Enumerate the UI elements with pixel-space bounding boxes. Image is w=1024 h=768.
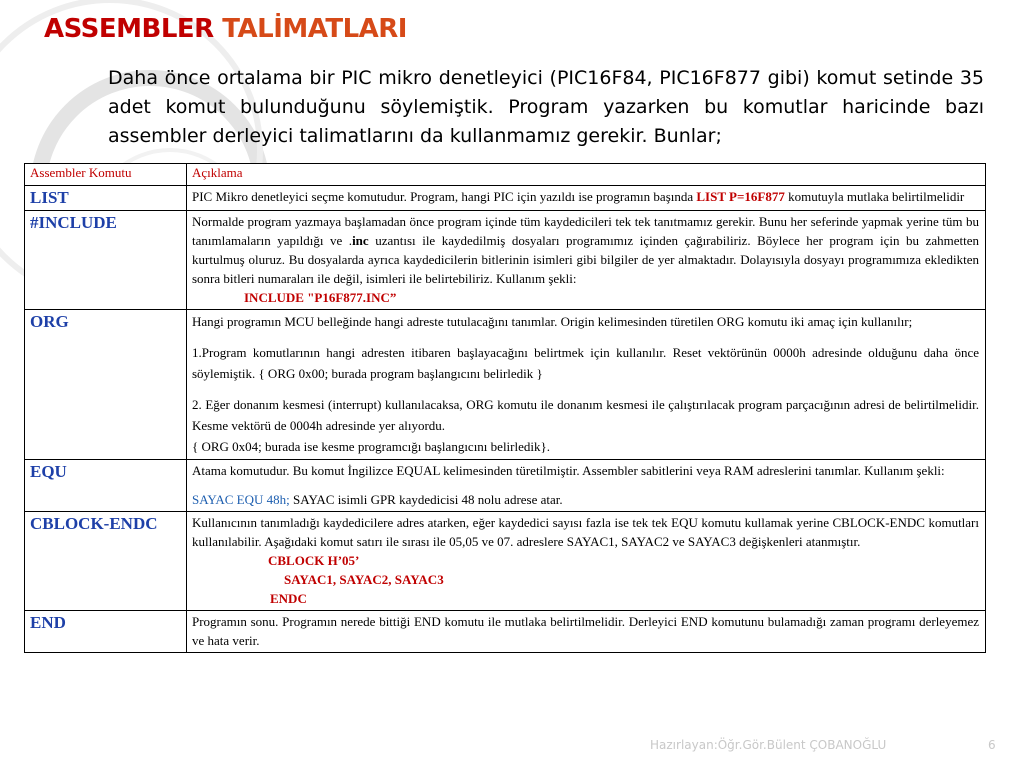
code-snippet: ENDC (270, 591, 307, 606)
table-row-cblock (25, 512, 986, 611)
command-name: LIST (25, 186, 187, 211)
code-snippet: SAYAC1, SAYAC2, SAYAC3 (284, 572, 444, 587)
description-paragraph: Hangi programın MCU belleğinde hangi adreste tutulacağını tanımlar. Origin kelimesinden türetilen ORG komutu iki amaç için kullanılır; (192, 314, 913, 329)
command-name: END (25, 611, 187, 653)
command-description (187, 460, 986, 512)
intro-paragraph: Daha önce ortalama bir PIC mikro denetleyici (PIC16F84, PIC16F877 gibi) komut setinde 35 adet komut bulunduğunu söylemiştik. Program yazarken bu komutlar haricinde bazı assembler derleyici talimatlarını da kullanmamız gerekir. Bunlar; (108, 67, 984, 147)
title-part-1: ASSEMBLER (44, 14, 214, 44)
assembler-command-table (24, 163, 986, 653)
command-name: EQU (25, 460, 187, 512)
command-description (187, 211, 986, 310)
table-header-row (25, 164, 986, 186)
header-description: Açıklama (187, 164, 986, 186)
command-description (187, 310, 986, 460)
description-text: Normalde program yazmaya başlamadan önce program içinde tüm kaydedicileri tek tek tanıtmamız gerekir. Bunu her seferinde yapmak yerine tüm bu tanımlamaların yapıldığı ve . (192, 214, 979, 248)
table-row-equ (25, 460, 986, 512)
description-text: SAYAC isimli GPR kaydedicisi 48 nolu adrese atar. (289, 492, 563, 507)
command-name: ORG (25, 310, 187, 460)
description-paragraph: Kullanıcının tanımladığı kaydedicilere adres atarken, eğer kaydedici sayısı fazla ise tek tek EQU komutu kullamak yerine CBLOCK-ENDC komutları kullanılabilir. Aşağıdaki komut satırı ile sırası ile 05,05 ve 07. adreslere SAYAC1, SAYAC2 ve SAYAC3 değişkenleri atanmıştır. (192, 515, 979, 549)
table-row-list (25, 186, 986, 211)
command-description (187, 186, 986, 211)
table-row-end (25, 611, 986, 653)
code-snippet: INCLUDE "P16F877.INC” (244, 290, 397, 305)
description-paragraph: Atama komutudur. Bu komut İngilizce EQUAL kelimesinden türetilmiştir. Assembler sabitlerini veya RAM adreslerini tanımlar. Kullanım şekli: (192, 463, 945, 478)
command-description: Programın sonu. Programın nerede bittiği END komutu ile mutlaka belirtilmelidir. Derleyici END komutunu bulamadığı zaman programı derleyemez ve hata verir. (187, 611, 986, 653)
title-part-2: TALİMATLARI (222, 14, 407, 44)
command-description (187, 512, 986, 611)
command-name: #INCLUDE (25, 211, 187, 310)
page-number: 6 (988, 738, 996, 752)
description-paragraph: { ORG 0x04; burada ise kesme programcığı başlangıcını belirledik}. (192, 439, 550, 454)
description-text: PIC Mikro denetleyici seçme komutudur. Program, hangi PIC için yazıldı ise programın başında (192, 189, 697, 204)
code-snippet: CBLOCK H’05’ (268, 553, 360, 568)
description-paragraph: 2. Eğer donanım kesmesi (interrupt) kullanılacaksa, ORG komutu ile donanım kesmesi ile çalıştırılacak program parçacığının adresi de belirtilmelidir. Kesme vektörü de 0004h adresinde yer alıyordu. (192, 397, 979, 433)
code-snippet: SAYAC EQU 48h; (192, 492, 290, 507)
file-extension: inc (352, 233, 369, 248)
code-snippet: LIST P=16F877 (696, 189, 785, 204)
command-name: CBLOCK-ENDC (25, 512, 187, 611)
description-paragraph: 1.Program komutlarının hangi adresten itibaren başlayacağını belirtmek için kullanılır. Reset vektörünün 0000h adresinde olduğunu daha önce söylemiştik. { ORG 0x00; burada program başlangıcını belirledik } (192, 345, 979, 381)
description-text: komutuyla mutlaka belirtilmelidir (784, 189, 965, 204)
table-row-org (25, 310, 986, 460)
page-title (44, 14, 407, 44)
footer-author: Hazırlayan:Öğr.Gör.Bülent ÇOBANOĞLU (650, 738, 887, 752)
header-command: Assembler Komutu (25, 164, 187, 186)
description-text: uzantısı ile kaydedilmiş dosyaları programımız içinden çağırabiliriz. Böylece her program için bu zahmetten kurtulmuş oluruz. Bu dosyalarda ayrıca kaydedicilerin bitlerinin isimleri gibi bilgiler de yer almaktadır. Dolayısıyla dosyayı programımıza ekledikten sonra bitleri numaraları ile değil, isimleri ile belirtebiliriz. Kullanım şekli: (192, 233, 979, 286)
table-row-include (25, 211, 986, 310)
